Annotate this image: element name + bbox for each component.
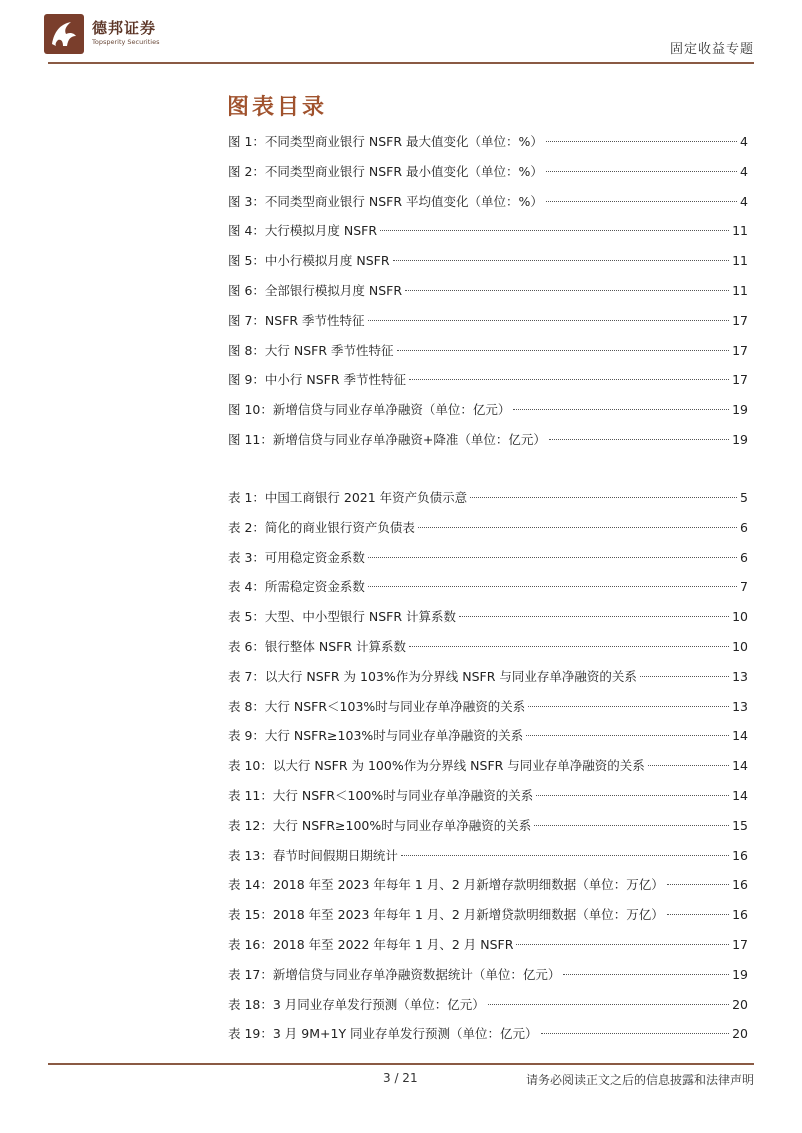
toc-entry-label: 表 6：银行整体 NSFR 计算系数 xyxy=(228,639,407,654)
toc-entry[interactable] xyxy=(228,341,748,361)
toc-entry-page: 6 xyxy=(740,550,748,565)
toc-leader-dots xyxy=(563,974,729,975)
toc-entry[interactable] xyxy=(228,430,748,450)
toc-heading: 图表目录 xyxy=(227,95,328,120)
toc-entry-label: 图 1：不同类型商业银行 NSFR 最大值变化（单位：%） xyxy=(228,134,543,149)
toc-entry[interactable] xyxy=(228,637,748,657)
page-number: 3 / 21 xyxy=(383,1071,418,1085)
toc-entry-label: 图 7：NSFR 季节性特征 xyxy=(228,313,365,328)
toc-entry[interactable] xyxy=(228,905,748,925)
toc-entry[interactable] xyxy=(228,548,748,568)
toc-entry-page: 19 xyxy=(732,402,748,417)
toc-entry-label: 表 9：大行 NSFR≥103%时与同业存单净融资的关系 xyxy=(228,728,524,743)
toc-entry-page: 4 xyxy=(740,194,748,209)
toc-entry-page: 4 xyxy=(740,164,748,179)
toc-leader-dots xyxy=(401,855,729,856)
page-header xyxy=(0,0,802,66)
toc-entry-page: 13 xyxy=(732,699,748,714)
toc-entry-label: 表 1：中国工商银行 2021 年资产负债示意 xyxy=(228,490,468,505)
toc-entry-label: 表 8：大行 NSFR＜103%时与同业存单净融资的关系 xyxy=(228,699,526,714)
toc-leader-dots xyxy=(546,141,737,142)
toc-entry-label: 表 13：春节时间假期日期统计 xyxy=(228,848,398,863)
toc-leader-dots xyxy=(380,230,729,231)
toc-leader-dots xyxy=(513,409,729,410)
toc-entry-label: 表 18：3 月同业存单发行预测（单位：亿元） xyxy=(228,997,485,1012)
toc-leader-dots xyxy=(667,914,729,915)
toc-leader-dots xyxy=(526,735,729,736)
toc-entry-page: 20 xyxy=(732,1026,748,1041)
toc-entry[interactable] xyxy=(228,965,748,985)
footer-disclaimer: 请务必阅读正文之后的信息披露和法律声明 xyxy=(525,1073,754,1087)
toc-leader-dots xyxy=(534,825,729,826)
toc-leader-dots xyxy=(470,497,737,498)
toc-entry-label: 图 8：大行 NSFR 季节性特征 xyxy=(228,343,394,358)
toc-entry[interactable] xyxy=(228,488,748,508)
toc-leader-dots xyxy=(546,171,737,172)
toc-leader-dots xyxy=(546,201,737,202)
toc-entry-page: 11 xyxy=(732,283,748,298)
toc-entry[interactable] xyxy=(228,935,748,955)
toc-leader-dots xyxy=(368,557,737,558)
toc-entry-page: 10 xyxy=(732,609,748,624)
toc-entry-page: 7 xyxy=(740,579,748,594)
toc-entry-page: 5 xyxy=(740,490,748,505)
toc-entry-label: 表 11：大行 NSFR＜100%时与同业存单净融资的关系 xyxy=(228,788,534,803)
toc-entry[interactable] xyxy=(228,370,748,390)
brand-name-en: Topsperity Securities xyxy=(92,38,160,46)
toc-entry[interactable] xyxy=(228,607,748,627)
toc-leader-dots xyxy=(368,320,730,321)
toc-entry[interactable] xyxy=(228,846,748,866)
toc-leader-dots xyxy=(541,1033,730,1034)
company-logo-icon xyxy=(44,14,84,54)
brand-name: 德邦证券 xyxy=(92,19,157,37)
toc-entry-page: 16 xyxy=(732,907,748,922)
toc-entry[interactable] xyxy=(228,311,748,331)
toc-entry-label: 表 16：2018 年至 2022 年每年 1 月、2 月 NSFR xyxy=(228,937,514,952)
toc-entry-label: 表 2：简化的商业银行资产负债表 xyxy=(228,520,415,535)
toc-entry-label: 图 9：中小行 NSFR 季节性特征 xyxy=(228,372,407,387)
toc-entry[interactable] xyxy=(228,697,748,717)
toc-entry-page: 16 xyxy=(732,848,748,863)
toc-entry[interactable] xyxy=(228,995,748,1015)
toc-leader-dots xyxy=(418,527,737,528)
toc-entry-page: 14 xyxy=(732,758,748,773)
toc-leader-dots xyxy=(393,260,730,261)
toc-entry[interactable] xyxy=(228,251,748,271)
toc-leader-dots xyxy=(397,350,730,351)
toc-entry-label: 表 10：以大行 NSFR 为 100%作为分界线 NSFR 与同业存单净融资的关系 xyxy=(228,758,645,773)
toc-entry[interactable] xyxy=(228,756,748,776)
toc-entry-label: 表 12：大行 NSFR≥100%时与同业存单净融资的关系 xyxy=(228,818,532,833)
toc-entry-page: 17 xyxy=(732,372,748,387)
header-divider xyxy=(48,62,754,64)
toc-entry-label: 图 2：不同类型商业银行 NSFR 最小值变化（单位：%） xyxy=(228,164,543,179)
toc-leader-dots xyxy=(667,884,729,885)
toc-leader-dots xyxy=(640,676,729,677)
toc-entry-label: 图 4：大行模拟月度 NSFR xyxy=(228,223,378,238)
toc-leader-dots xyxy=(528,706,729,707)
toc-entry-label: 图 5：中小行模拟月度 NSFR xyxy=(228,253,390,268)
toc-entry-page: 17 xyxy=(732,313,748,328)
toc-entry-label: 表 5：大型、中小型银行 NSFR 计算系数 xyxy=(228,609,457,624)
toc-entry-page: 19 xyxy=(732,967,748,982)
toc-leader-dots xyxy=(549,439,729,440)
toc-entry[interactable] xyxy=(228,192,748,212)
toc-entry[interactable] xyxy=(228,132,748,152)
footer-divider xyxy=(48,1063,754,1065)
toc-leader-dots xyxy=(368,586,737,587)
toc-entry-page: 14 xyxy=(732,788,748,803)
toc-entry[interactable] xyxy=(228,667,748,687)
toc-entry-label: 表 4：所需稳定资金系数 xyxy=(228,579,365,594)
toc-leader-dots xyxy=(405,290,729,291)
toc-entry-page: 15 xyxy=(732,818,748,833)
toc-entry-label: 表 17：新增信贷与同业存单净融资数据统计（单位：亿元） xyxy=(228,967,561,982)
toc-entry[interactable] xyxy=(228,875,748,895)
toc-entry[interactable] xyxy=(228,162,748,182)
toc-entry[interactable] xyxy=(228,221,748,241)
toc-entry-page: 6 xyxy=(740,520,748,535)
toc-entry-page: 11 xyxy=(732,253,748,268)
toc-entry-page: 4 xyxy=(740,134,748,149)
toc-leader-dots xyxy=(488,1004,729,1005)
toc-entry[interactable] xyxy=(228,726,748,746)
toc-entry-page: 11 xyxy=(732,223,748,238)
toc-entry-page: 17 xyxy=(732,343,748,358)
toc-entry-page: 13 xyxy=(732,669,748,684)
toc-leader-dots xyxy=(409,646,729,647)
toc-entry-label: 表 3：可用稳定资金系数 xyxy=(228,550,365,565)
toc-entry-label: 表 19：3 月 9M+1Y 同业存单发行预测（单位：亿元） xyxy=(228,1026,538,1041)
report-type: 固定收益专题 xyxy=(669,42,754,57)
toc-leader-dots xyxy=(516,944,729,945)
toc-entry[interactable] xyxy=(228,400,748,420)
toc-entry-label: 图 10：新增信贷与同业存单净融资（单位：亿元） xyxy=(228,402,511,417)
toc-leader-dots xyxy=(536,795,729,796)
toc-entry-page: 19 xyxy=(732,432,748,447)
toc-entry-page: 17 xyxy=(732,937,748,952)
toc-entry-label: 表 14：2018 年至 2023 年每年 1 月、2 月新增存款明细数据（单位：万亿） xyxy=(228,877,664,892)
toc-entry[interactable] xyxy=(228,518,748,538)
toc-entry-page: 10 xyxy=(732,639,748,654)
toc-entry[interactable] xyxy=(228,281,748,301)
toc-entry[interactable] xyxy=(228,816,748,836)
toc-entry-page: 14 xyxy=(732,728,748,743)
toc-entry-label: 图 11：新增信贷与同业存单净融资+降准（单位：亿元） xyxy=(228,432,546,447)
toc-entry-page: 20 xyxy=(732,997,748,1012)
toc-leader-dots xyxy=(409,379,729,380)
toc-entry[interactable] xyxy=(228,577,748,597)
toc-entry-label: 表 15：2018 年至 2023 年每年 1 月、2 月新增贷款明细数据（单位：万亿） xyxy=(228,907,664,922)
toc-entry[interactable] xyxy=(228,1024,748,1044)
toc-leader-dots xyxy=(648,765,729,766)
toc-entry-label: 图 6：全部银行模拟月度 NSFR xyxy=(228,283,403,298)
toc-entry-page: 16 xyxy=(732,877,748,892)
toc-entry-label: 表 7：以大行 NSFR 为 103%作为分界线 NSFR 与同业存单净融资的关系 xyxy=(228,669,637,684)
toc-entry[interactable] xyxy=(228,786,748,806)
toc-entry-label: 图 3：不同类型商业银行 NSFR 平均值变化（单位：%） xyxy=(228,194,543,209)
toc-leader-dots xyxy=(459,616,729,617)
